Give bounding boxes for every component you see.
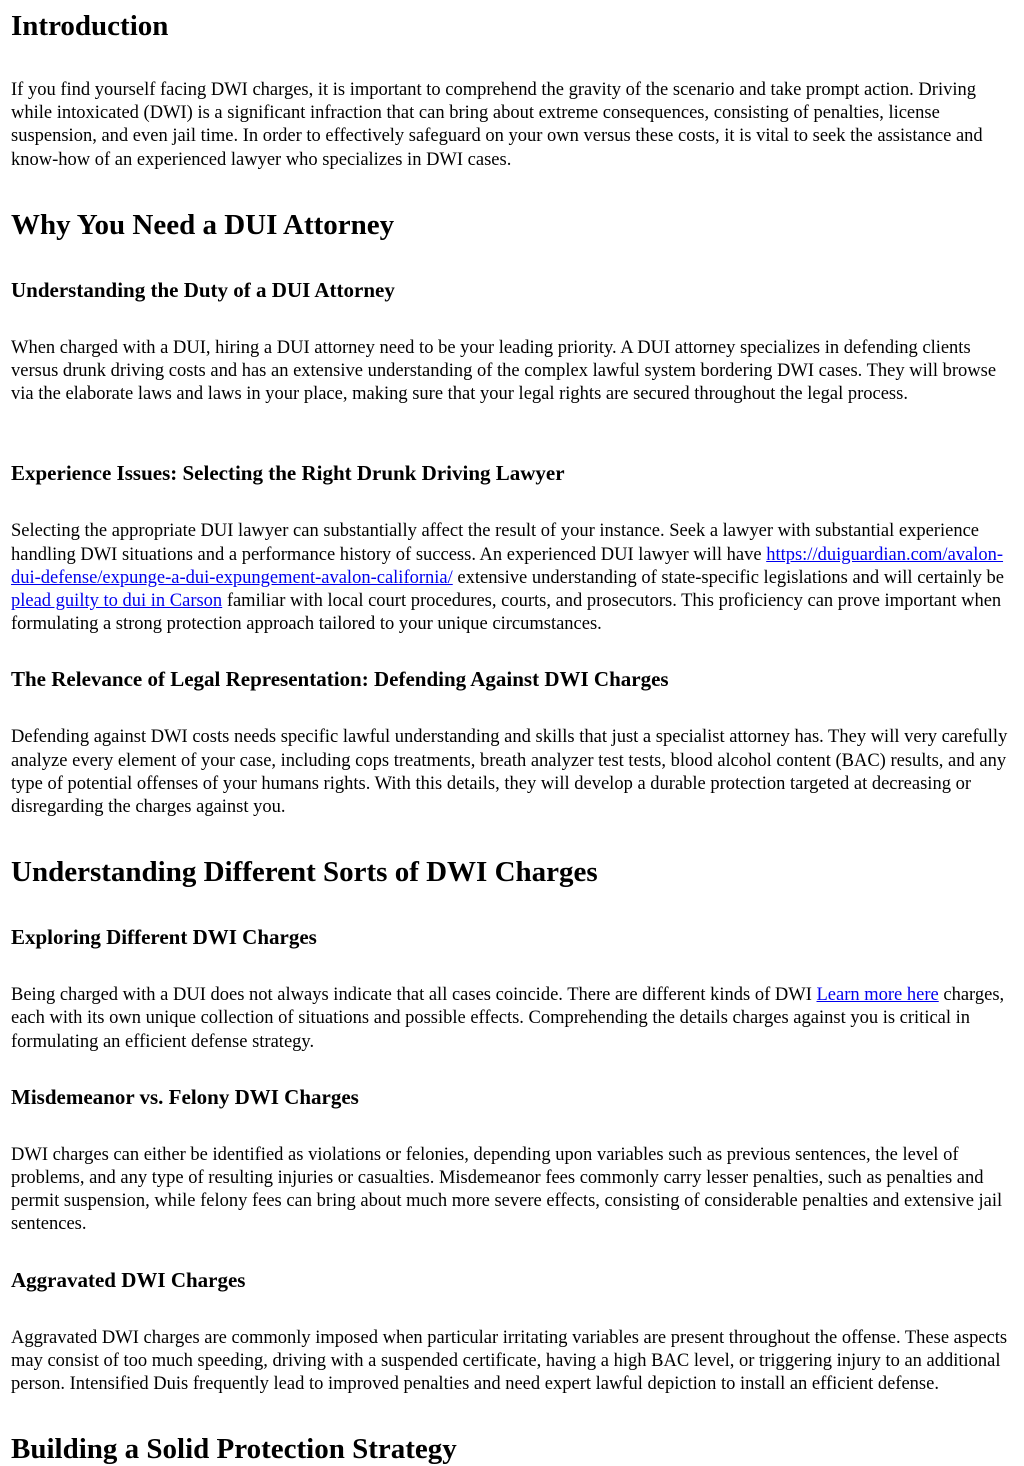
article — [0, 10, 1024, 1466]
paragraph-experience — [11, 520, 1013, 636]
text-segment: Selecting the appropriate DUI lawyer can substantially affect the result of your instance. Seek a lawyer with substantial experience handling DWI situations and a performance history of success. An experienced DUI lawyer will have — [11, 521, 979, 565]
paragraph-misdemeanor: DWI charges can either be identified as violations or felonies, depending upon variables such as previous sentences, the level of problems, and any type of resulting injuries or casualties. Misdemeanor fees commonly carry lesser penalties, such as penalties and permit suspension, while felony fees can bring about much more severe effects, consisting of considerable penalties and extensive jail sentences. — [11, 1144, 1003, 1235]
subheading-relevance: The Relevance of Legal Representation: Defending Against DWI Charges — [11, 667, 669, 692]
heading-dwi-charge-types: Understanding Different Sorts of DWI Charges — [11, 856, 598, 889]
paragraph-introduction: If you find yourself facing DWI charges, it is important to comprehend the gravity of the scenario and take prompt action. Driving while intoxicated (DWI) is a significant infraction that can bring about extreme consequences, consisting of penalties, license suspension, and even jail time. In order to effectively safeguard on your own versus these costs, it is vital to seek the assistance and know-how of an experienced lawyer who specializes in DWI cases. — [11, 80, 983, 170]
text-segment: extensive understanding of state-specific legislations and will certainly be — [452, 567, 1004, 588]
subheading-misdemeanor: Misdemeanor vs. Felony DWI Charges — [11, 1084, 359, 1109]
text-segment: charges, each with its own unique collection of situations and possible effects. Comprehending the details charges against you is critical in formulating an efficient defense strategy. — [11, 985, 1005, 1052]
text-segment: familiar with local court procedures, courts, and prosecutors. This proficiency can prove important when formulating a strong protection approach tailored to your unique circumstances. — [11, 591, 1002, 635]
subheading-exploring: Exploring Different DWI Charges — [11, 925, 317, 950]
paragraph-aggravated: Aggravated DWI charges are commonly imposed when particular irritating variables are present throughout the offense. These aspects may consist of too much speeding, driving with a suspended certificate, having a high BAC level, or triggering injury to an additional person. Intensified Duis frequently lead to improved penalties and need expert lawful depiction to install an efficient defense. — [11, 1327, 1008, 1395]
link-learn-more[interactable]: Learn more here — [816, 985, 939, 1006]
subheading-duty: Understanding the Duty of a DUI Attorney — [11, 277, 395, 302]
subheading-aggravated: Aggravated DWI Charges — [11, 1267, 246, 1292]
paragraph-relevance: Defending against DWI costs needs specific lawful understanding and skills that just a specialist attorney has. They will very carefully analyze every element of your case, including cops treatments, breath analyzer test tests, blood alcohol content (BAC) results, and any type of potential offenses of your humans rights. With this details, they will develop a durable protection targeted at decreasing or disregarding the charges against you. — [11, 727, 1008, 818]
paragraph-exploring — [11, 984, 1013, 1054]
text-segment: Being charged with a DUI does not always indicate that all cases coincide. There are different kinds of DWI — [11, 985, 817, 1006]
paragraph-duty: When charged with a DUI, hiring a DUI attorney need to be your leading priority. A DUI attorney specializes in defending clients versus drunk driving costs and has an extensive understanding of the complex lawful system bordering DWI cases. They will browse via the elaborate laws and laws in your place, making sure that your legal rights are secured throughout the legal process. — [11, 337, 997, 405]
heading-building-defense: Building a Solid Protection Strategy — [11, 1433, 457, 1466]
heading-introduction: Introduction — [11, 10, 169, 42]
link-expunge-dui[interactable]: https://duiguardian.com/avalon-dui-defense/expunge-a-dui-expungement-avalon-california/ — [11, 544, 1004, 588]
link-plead-guilty-carson[interactable]: plead guilty to dui in Carson — [11, 591, 223, 612]
subheading-experience: Experience Issues: Selecting the Right Drunk Driving Lawyer — [11, 461, 565, 486]
heading-why-dui-attorney: Why You Need a DUI Attorney — [11, 208, 395, 241]
